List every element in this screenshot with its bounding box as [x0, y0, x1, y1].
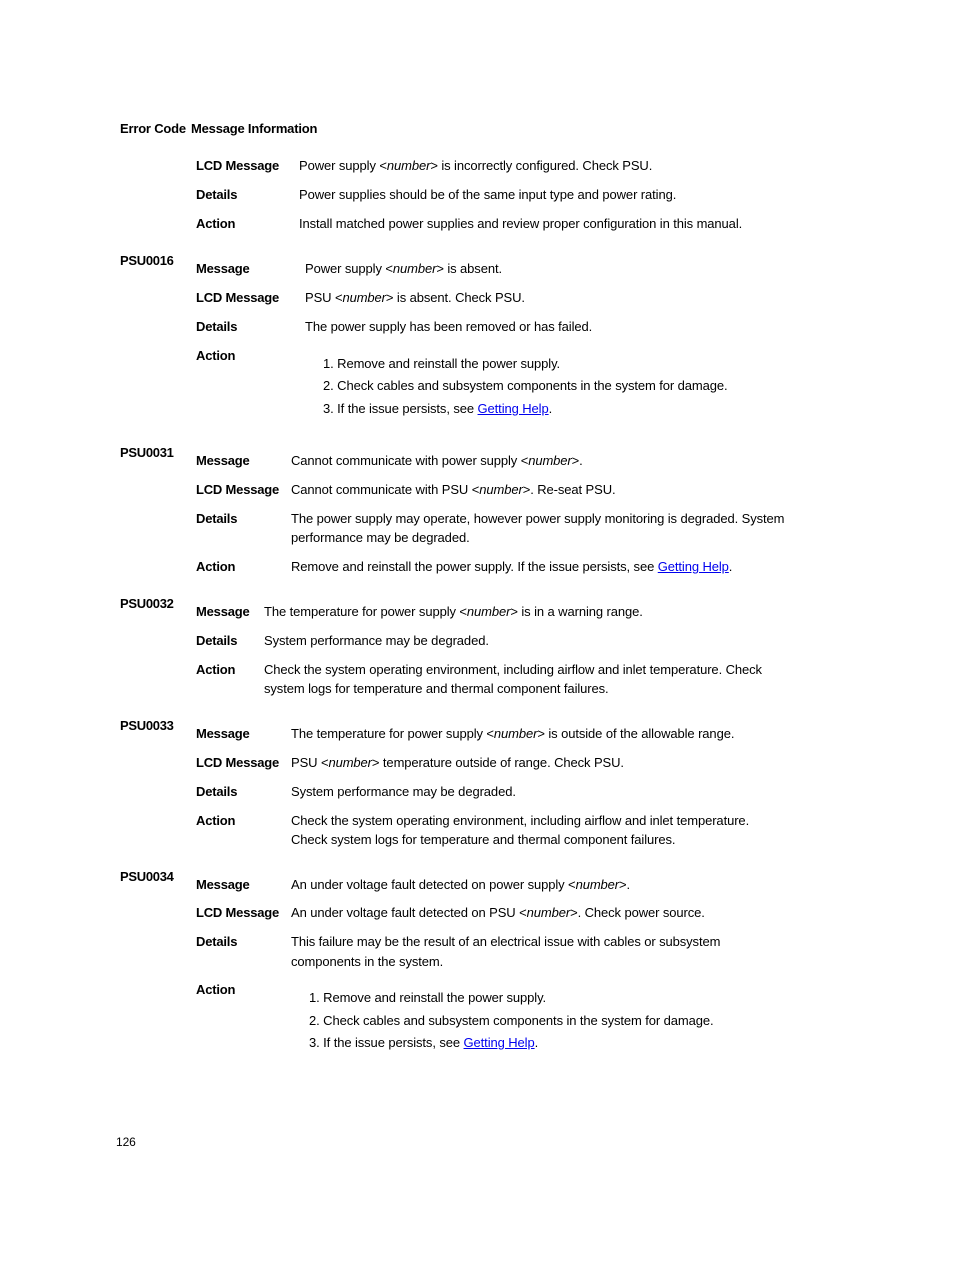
lcd-message-label: LCD Message	[196, 755, 280, 770]
message-text: Cannot communicate with power supply <number>.	[291, 453, 583, 468]
action-text: Install matched power supplies and review proper configuration in this manual.	[299, 216, 743, 231]
message-label: Message	[196, 604, 250, 619]
details-text: System performance may be degraded.	[291, 784, 516, 799]
details-label: Details	[196, 187, 238, 202]
error-code-psu0033: PSU0033	[120, 718, 174, 733]
details-text-line-1: This failure may be the result of an electrical issue with cables or subsystem	[291, 934, 721, 949]
action-text-line-1: Check the system operating environment, including airflow and inlet temperature. Check	[264, 662, 762, 677]
header-error-code: Error Code	[120, 121, 186, 136]
error-code-psu0016: PSU0016	[120, 253, 174, 268]
details-text-line-2: performance may be degraded.	[291, 530, 470, 545]
action-text-line-2: system logs for temperature and thermal component failures.	[264, 681, 609, 696]
action-label: Action	[196, 216, 236, 231]
action-label: Action	[196, 813, 236, 828]
action-step-1: 1. Remove and reinstall the power supply.	[309, 990, 547, 1005]
error-code-psu0032: PSU0032	[120, 596, 174, 611]
action-text-line-2: Check system logs for temperature and thermal component failures.	[291, 832, 676, 847]
details-label: Details	[196, 784, 238, 799]
getting-help-link[interactable]: Getting Help	[463, 1035, 535, 1050]
details-text: The power supply has been removed or has failed.	[305, 319, 593, 334]
lcd-message-label: LCD Message	[196, 158, 280, 173]
message-text: The temperature for power supply <number> is in a warning range.	[264, 604, 643, 619]
action-label: Action	[196, 662, 236, 677]
lcd-message-label: LCD Message	[196, 482, 280, 497]
error-code-psu0034: PSU0034	[120, 869, 174, 884]
message-text: The temperature for power supply <number> is outside of the allowable range.	[291, 726, 735, 741]
lcd-message-text: PSU <number> temperature outside of range. Check PSU.	[291, 755, 624, 770]
action-text: Remove and reinstall the power supply. If the issue persists, see Getting Help.	[291, 559, 733, 574]
message-label: Message	[196, 261, 250, 276]
details-label: Details	[196, 934, 238, 949]
page-number: 126	[116, 1135, 136, 1149]
error-code-psu0031: PSU0031	[120, 445, 174, 460]
details-label: Details	[196, 319, 238, 334]
lcd-message-text: PSU <number> is absent. Check PSU.	[305, 290, 525, 305]
details-text-line-1: The power supply may operate, however power supply monitoring is degraded. System	[291, 511, 785, 526]
header-message-information: Message Information	[191, 121, 318, 136]
action-label: Action	[196, 559, 236, 574]
message-label: Message	[196, 726, 250, 741]
lcd-message-text: Cannot communicate with PSU <number>. Re-seat PSU.	[291, 482, 616, 497]
getting-help-link[interactable]: Getting Help	[657, 559, 729, 574]
lcd-message-text: Power supply <number> is incorrectly configured. Check PSU.	[299, 158, 653, 173]
lcd-message-label: LCD Message	[196, 290, 280, 305]
message-label: Message	[196, 453, 250, 468]
lcd-message-label: LCD Message	[196, 905, 280, 920]
details-text-line-2: components in the system.	[291, 954, 444, 969]
message-text: An under voltage fault detected on power supply <number>.	[291, 877, 631, 892]
details-text: System performance may be degraded.	[264, 633, 489, 648]
message-text: Power supply <number> is absent.	[305, 261, 502, 276]
action-step-3: 3. If the issue persists, see Getting Help.	[323, 401, 553, 416]
action-step-2: 2. Check cables and subsystem components in the system for damage.	[309, 1013, 714, 1028]
action-label: Action	[196, 348, 236, 363]
action-step-2: 2. Check cables and subsystem components in the system for damage.	[323, 378, 728, 393]
details-text: Power supplies should be of the same input type and power rating.	[299, 187, 677, 202]
details-label: Details	[196, 633, 238, 648]
action-step-1: 1. Remove and reinstall the power supply.	[323, 356, 561, 371]
getting-help-link[interactable]: Getting Help	[477, 401, 549, 416]
action-step-3: 3. If the issue persists, see Getting Help.	[309, 1035, 539, 1050]
details-label: Details	[196, 511, 238, 526]
action-label: Action	[196, 982, 236, 997]
action-text-line-1: Check the system operating environment, including airflow and inlet temperature.	[291, 813, 750, 828]
lcd-message-text: An under voltage fault detected on PSU <number>. Check power source.	[291, 905, 705, 920]
message-label: Message	[196, 877, 250, 892]
